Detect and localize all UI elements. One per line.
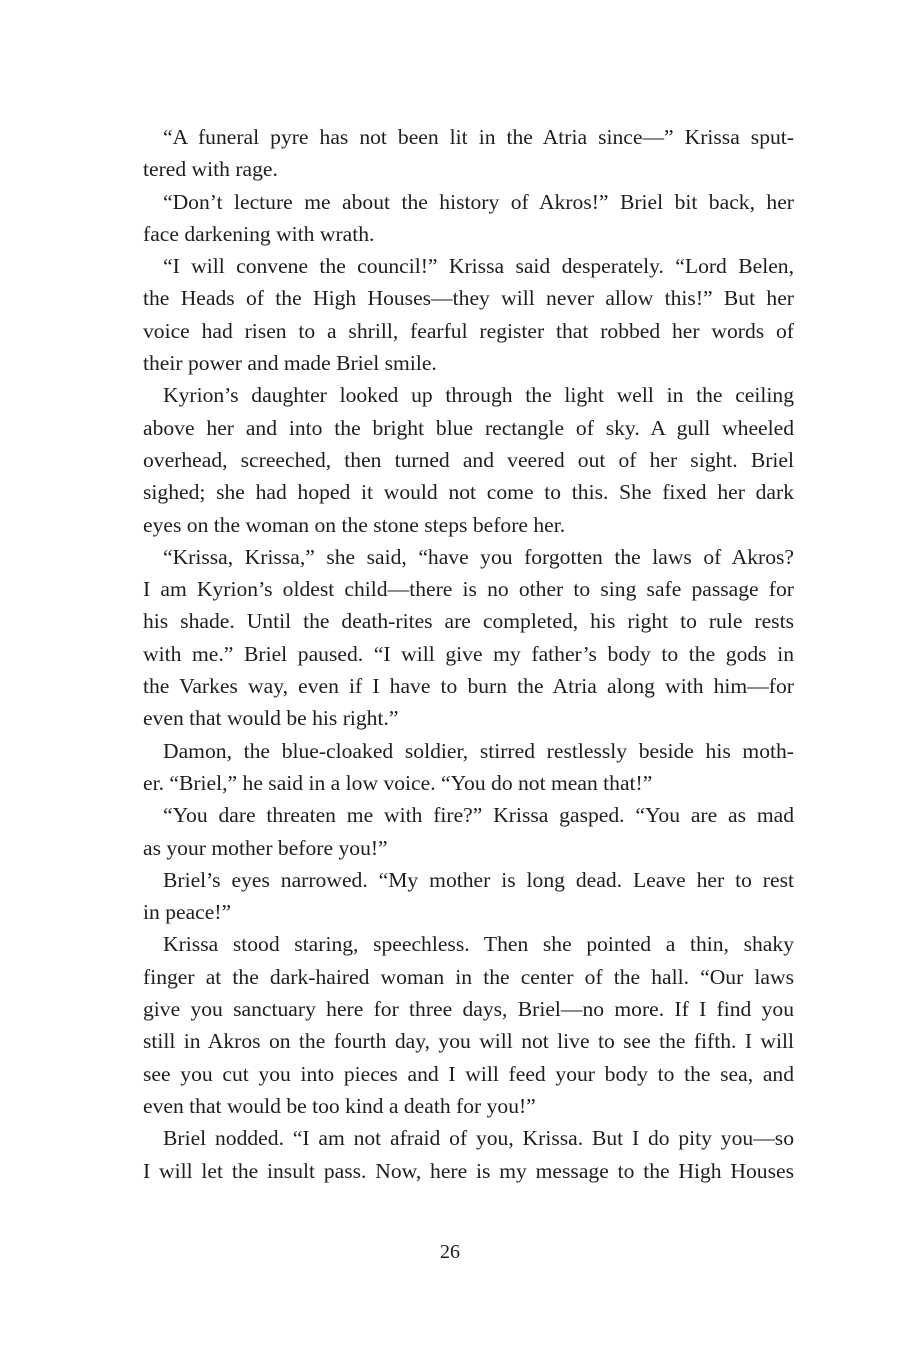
text-line: I am Kyrion’s oldest child—there is no other to sing safe passage for: [143, 577, 794, 602]
text-line: Krissa stood staring, speechless. Then she pointed a thin, shaky: [163, 932, 794, 957]
text-line: as your mother before you!”: [143, 835, 388, 860]
text-line: eyes on the woman on the stone steps before her.: [143, 512, 566, 537]
text-line: his shade. Until the death-rites are completed, his right to rule rests: [143, 609, 794, 634]
text-line: finger at the dark-haired woman in the center of the hall. “Our laws: [143, 964, 794, 989]
text-line: Damon, the blue-cloaked soldier, stirred restlessly beside his moth-: [163, 738, 794, 763]
text-line: see you cut you into pieces and I will feed your body to the sea, and: [143, 1061, 794, 1086]
text-line: Kyrion’s daughter looked up through the light well in the ceiling: [163, 383, 794, 408]
text-line: the Heads of the High Houses—they will never allow this!” But her: [143, 286, 794, 311]
text-line: tered with rage.: [143, 157, 278, 182]
text-line: with me.” Briel paused. “I will give my father’s body to the gods in: [143, 641, 794, 666]
text-line: in peace!”: [143, 900, 232, 925]
text-line: Briel nodded. “I am not afraid of you, Krissa. But I do pity you—so: [163, 1126, 794, 1151]
body-text: [143, 121, 794, 1187]
text-line: even that would be his right.”: [143, 706, 399, 731]
text-line: voice had risen to a shrill, fearful register that robbed her words of: [143, 318, 794, 343]
text-line: “You dare threaten me with fire?” Krissa gasped. “You are as mad: [163, 803, 794, 828]
text-line: overhead, screeched, then turned and veered out of her sight. Briel: [143, 447, 794, 472]
text-line: I will let the insult pass. Now, here is my message to the High Houses: [143, 1158, 794, 1183]
text-line: give you sanctuary here for three days, Briel—no more. If I find you: [143, 997, 794, 1022]
text-line: still in Akros on the fourth day, you will not live to see the fifth. I will: [143, 1029, 794, 1054]
text-line: sighed; she had hoped it would not come to this. She fixed her dark: [143, 480, 794, 505]
text-line: “Krissa, Krissa,” she said, “have you forgotten the laws of Akros?: [163, 544, 794, 569]
text-line: “I will convene the council!” Krissa said desperately. “Lord Belen,: [163, 254, 794, 279]
text-line: face darkening with wrath.: [143, 221, 375, 246]
text-line: their power and made Briel smile.: [143, 351, 437, 376]
text-line: above her and into the bright blue rectangle of sky. A gull wheeled: [143, 415, 794, 440]
text-line: Briel’s eyes narrowed. “My mother is long dead. Leave her to rest: [163, 867, 794, 892]
text-line: even that would be too kind a death for you!”: [143, 1093, 536, 1118]
text-line: “A funeral pyre has not been lit in the Atria since—” Krissa sput-: [163, 125, 794, 149]
text-line: er. “Briel,” he said in a low voice. “You do not mean that!”: [143, 770, 653, 795]
text-line: the Varkes way, even if I have to burn the Atria along with him—for: [143, 674, 794, 699]
text-line: “Don’t lecture me about the history of Akros!” Briel bit back, her: [163, 189, 794, 214]
page-number: 26: [440, 1241, 460, 1263]
